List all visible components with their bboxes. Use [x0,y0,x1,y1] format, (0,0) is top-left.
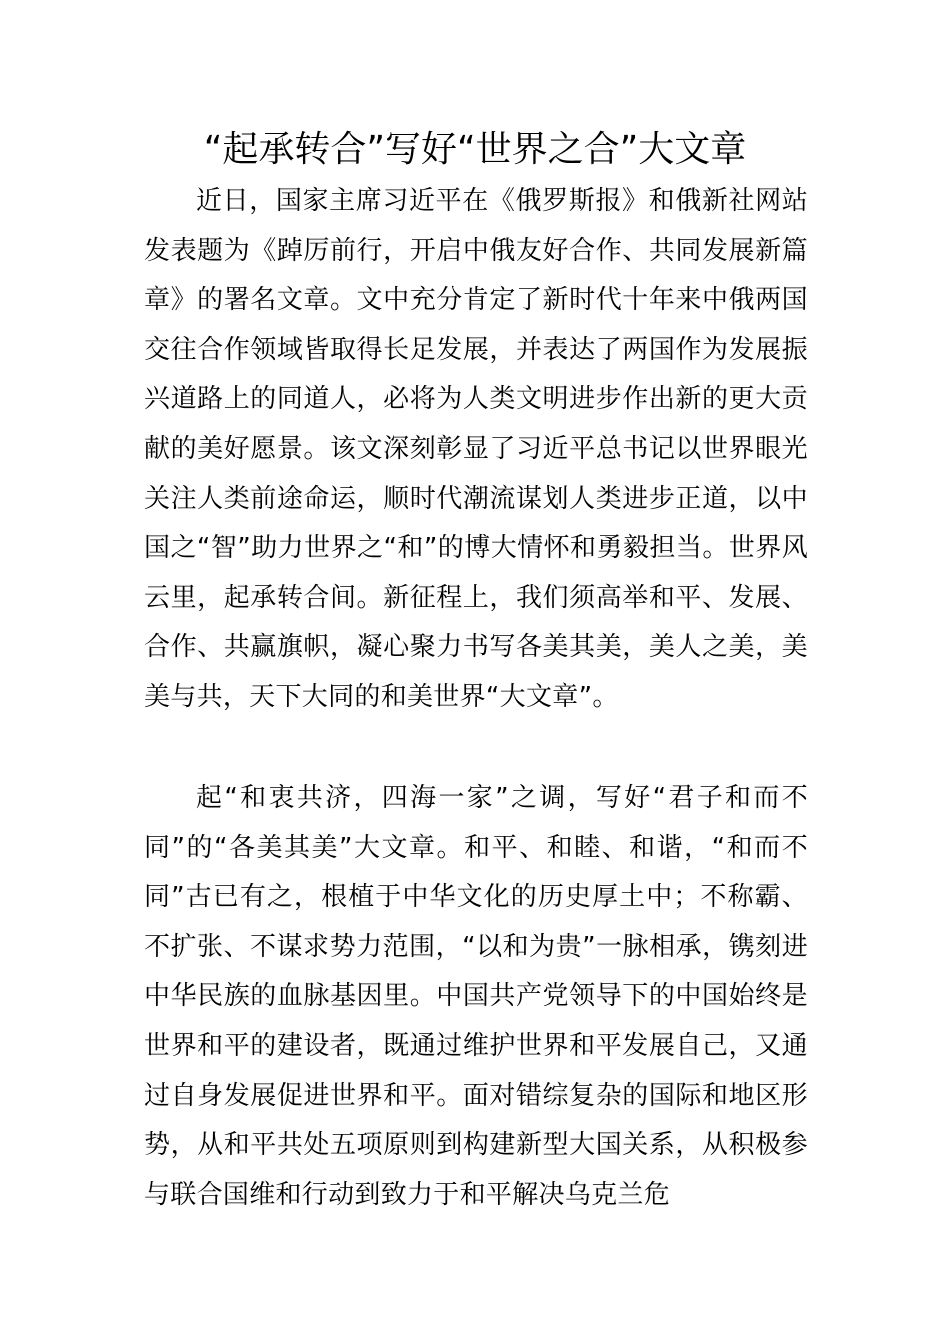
body-paragraph: 近日，国家主席习近平在《俄罗斯报》和俄新社网站发表题为《踔厉前行，开启中俄友好合作、共同发展新篇章》的署名文章。文中充分肯定了新时代十年来中俄两国交往合作领域皆取得长足发展，并表达了两国作为发展振兴道路上的同道人，必将为人类文明进步作出新的更大贡献的美好愿景。该文深刻彰显了习近平总书记以世界眼光关注人类前途命运，顺时代潮流谋划人类进步正道，以中国之“智”助力世界之“和”的博大情怀和勇毅担当。世界风云里，起承转合间。新征程上，我们须高举和平、发展、合作、共赢旗帜，凝心聚力书写各美其美，美人之美，美美与共，天下大同的和美世界“大文章”。 [144,186,808,712]
document-title: “起承转合”写好“世界之合”大文章 [203,129,747,170]
body-paragraph: 起“和衷共济，四海一家”之调，写好“君子和而不同”的“各美其美”大文章。和平、和睦、和谐，“和而不同”古已有之，根植于中华文化的历史厚土中；不称霸、不扩张、不谋求势力范围，“以和为贵”一脉相承，镌刻进中华民族的血脉基因里。中国共产党领导下的中国始终是世界和平的建设者，既通过维护世界和平发展自己，又通过自身发展促进世界和平。面对错综复杂的国际和地区形势，从和平共处五项原则到构建新型大国关系，从积极参与联合国维和行动到致力于和平解决乌克兰危 [144,783,808,1210]
